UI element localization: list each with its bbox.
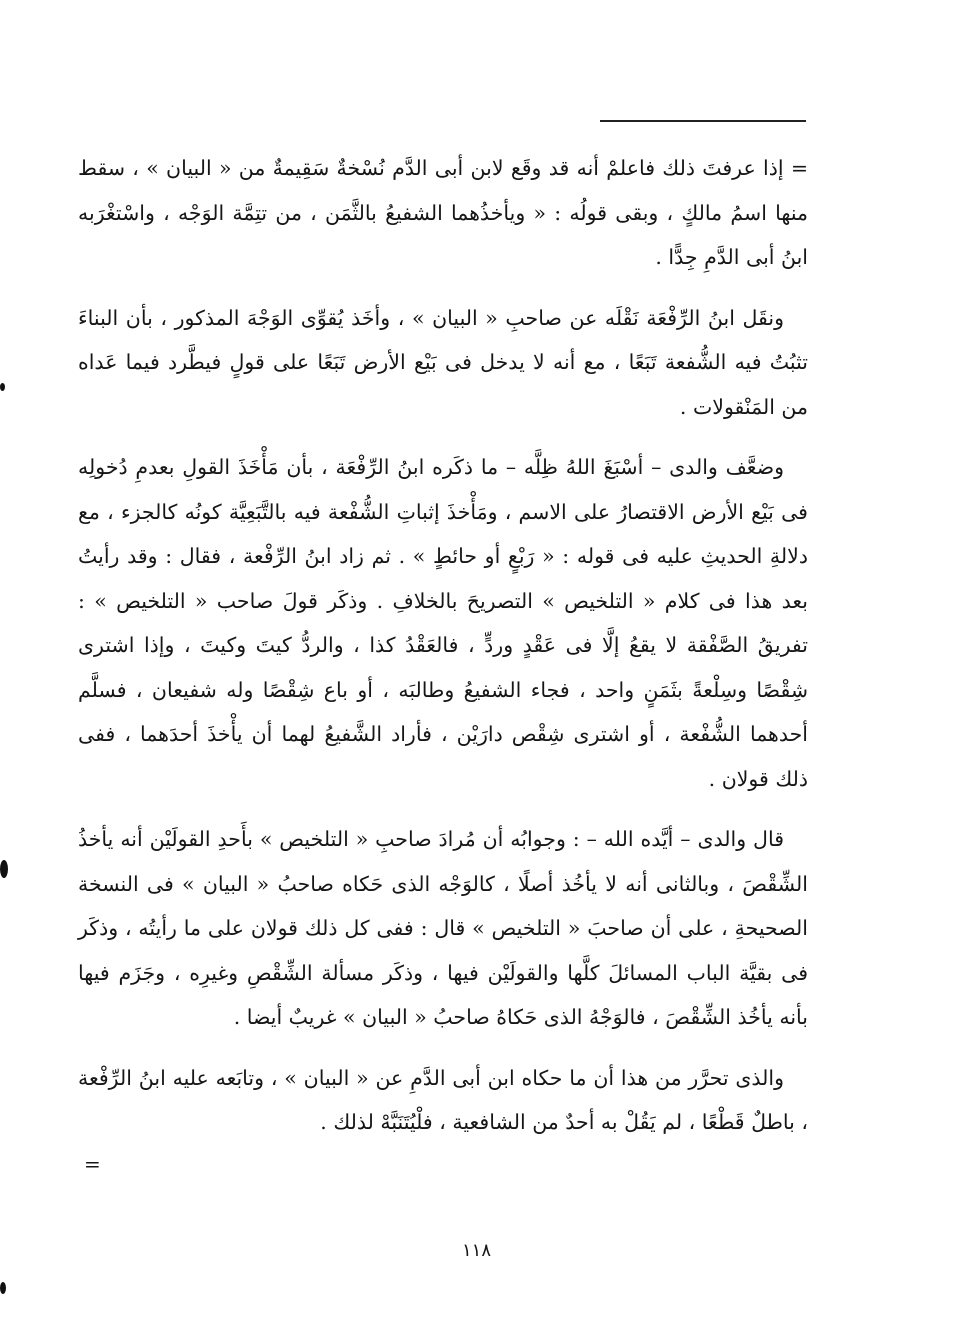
paragraph-3: وضعَّف والدى – أسْبَغَ اللهُ ظِلَّه – ما ذكَره ابنُ الرِّفْعَة ، بأن مَأْخَذَ القولِ بعدمِ دُخولِه فى بَيْع الأرض الاقتصارُ على الاسم ، ومَأْخذَ إثباتِ الشُّفْعة فيه بالتَّبَعِيَّة كونُه كالجزء ، مع دلالةِ الحديثِ عليه فى قوله : « رَبْعٍ أو حائطٍ » . ثم زاد ابنُ الرِّفْعة ، فقال : وقد رأيتُ بعد هذا فى كلام « التلخيص » التصريحَ بالخلافِ . وذكَر قولَ صاحب « التلخيص » : تفريقُ الصَّفْقة لا يقعُ إلَّا فى عَقْدٍ وردٍّ ، فالعَقْدُ كذا ، والردُّ كيتَ وكيتَ ، وإذا اشترى شِقْصًا وسِلْعةً بثَمَنٍ واحد ، فجاء الشفيعُ وطالبَه ، أو باع شِقْصًا وله شفيعان ، فسلَّم أحدهما الشُّفْعة ، أو اشترى شِقْص دارَيْن ، فأراد الشَّفيعُ لهما أن يأْخذَ أحدَهما ، ففى ذلك قولان . — [78, 455, 808, 791]
footnote-separator-rule — [600, 120, 806, 122]
scan-edge-mark — [0, 860, 8, 878]
paragraph-1: = إذا عرفتَ ذلك فاعلمْ أنه قد وقَع لابن أبى الدَّم نُسْخةٌ سَقِيمةٌ من « البيان » ، سقط منها اسمُ مالكٍ ، وبقى قولُه : « ويأخذُهما الشفيعُ بالثَّمَن ، من تتِمَّة الوَجْه ، واسْتغْرَبه ابنُ أبى الدَّمِ جِدًّا . — [78, 156, 808, 269]
scan-edge-mark — [0, 383, 5, 391]
paragraph-4: قال والدى – أيَّده الله – : وجوابُه أن مُرادَ صاحبِ « التلخيص » بأَحدِ القولَيْن أنه يأخذُ الشِّقْصَ ، وبالثانى أنه لا يأخُذ أصلًا ، كالوَجْه الذى حَكاه صاحبُ « البيان » فى النسخة الصحيحةِ ، على أن صاحبَ « التلخيص » قال : ففى كل ذلك قولان على ما رأيتُه ، وذكَر فى بقيَّة الباب المسائلَ كلَّها والقولَيْن فيها ، وذكَر مسألة الشِّقْصِ وغيرِه ، وجَزَم فيها بأنه يأخُذ الشِّقْصَ ، فالوَجْهُ الذى حَكاهُ صاحبُ « البيان » غريبٌ أيضا . — [78, 827, 808, 1029]
scan-edge-mark — [0, 1282, 6, 1294]
body-text — [78, 146, 808, 1161]
paragraph-2: ونقَل ابنُ الرِّفْعَة نَقْلَه عن صاحبِ « البيان » ، وأخَذ يُقوِّى الوَجْهَ المذكور ، بأن البناءَ تثبُتُ فيه الشُّفعة تَبَعًا ، مع أنه لا يدخل فى بَيْع الأرض تَبَعًا على قولٍ فيطَّرد فيما عَداه من المَنْقولات . — [78, 305, 808, 419]
page-number: ١١٨ — [461, 1240, 491, 1261]
paragraph-5: والذى تحرَّر من هذا أن ما حكاه ابن أبى الدَّمِ عن « البيان » ، وتابَعه عليه ابنُ الرِّفْعة ، باطلٌ قَطْعًا ، لم يَقُلْ به أحدٌ من الشافعية ، فلْيُتَنَبَّهْ لذلك . — [78, 1065, 808, 1134]
continuation-mark: = — [84, 1152, 101, 1176]
